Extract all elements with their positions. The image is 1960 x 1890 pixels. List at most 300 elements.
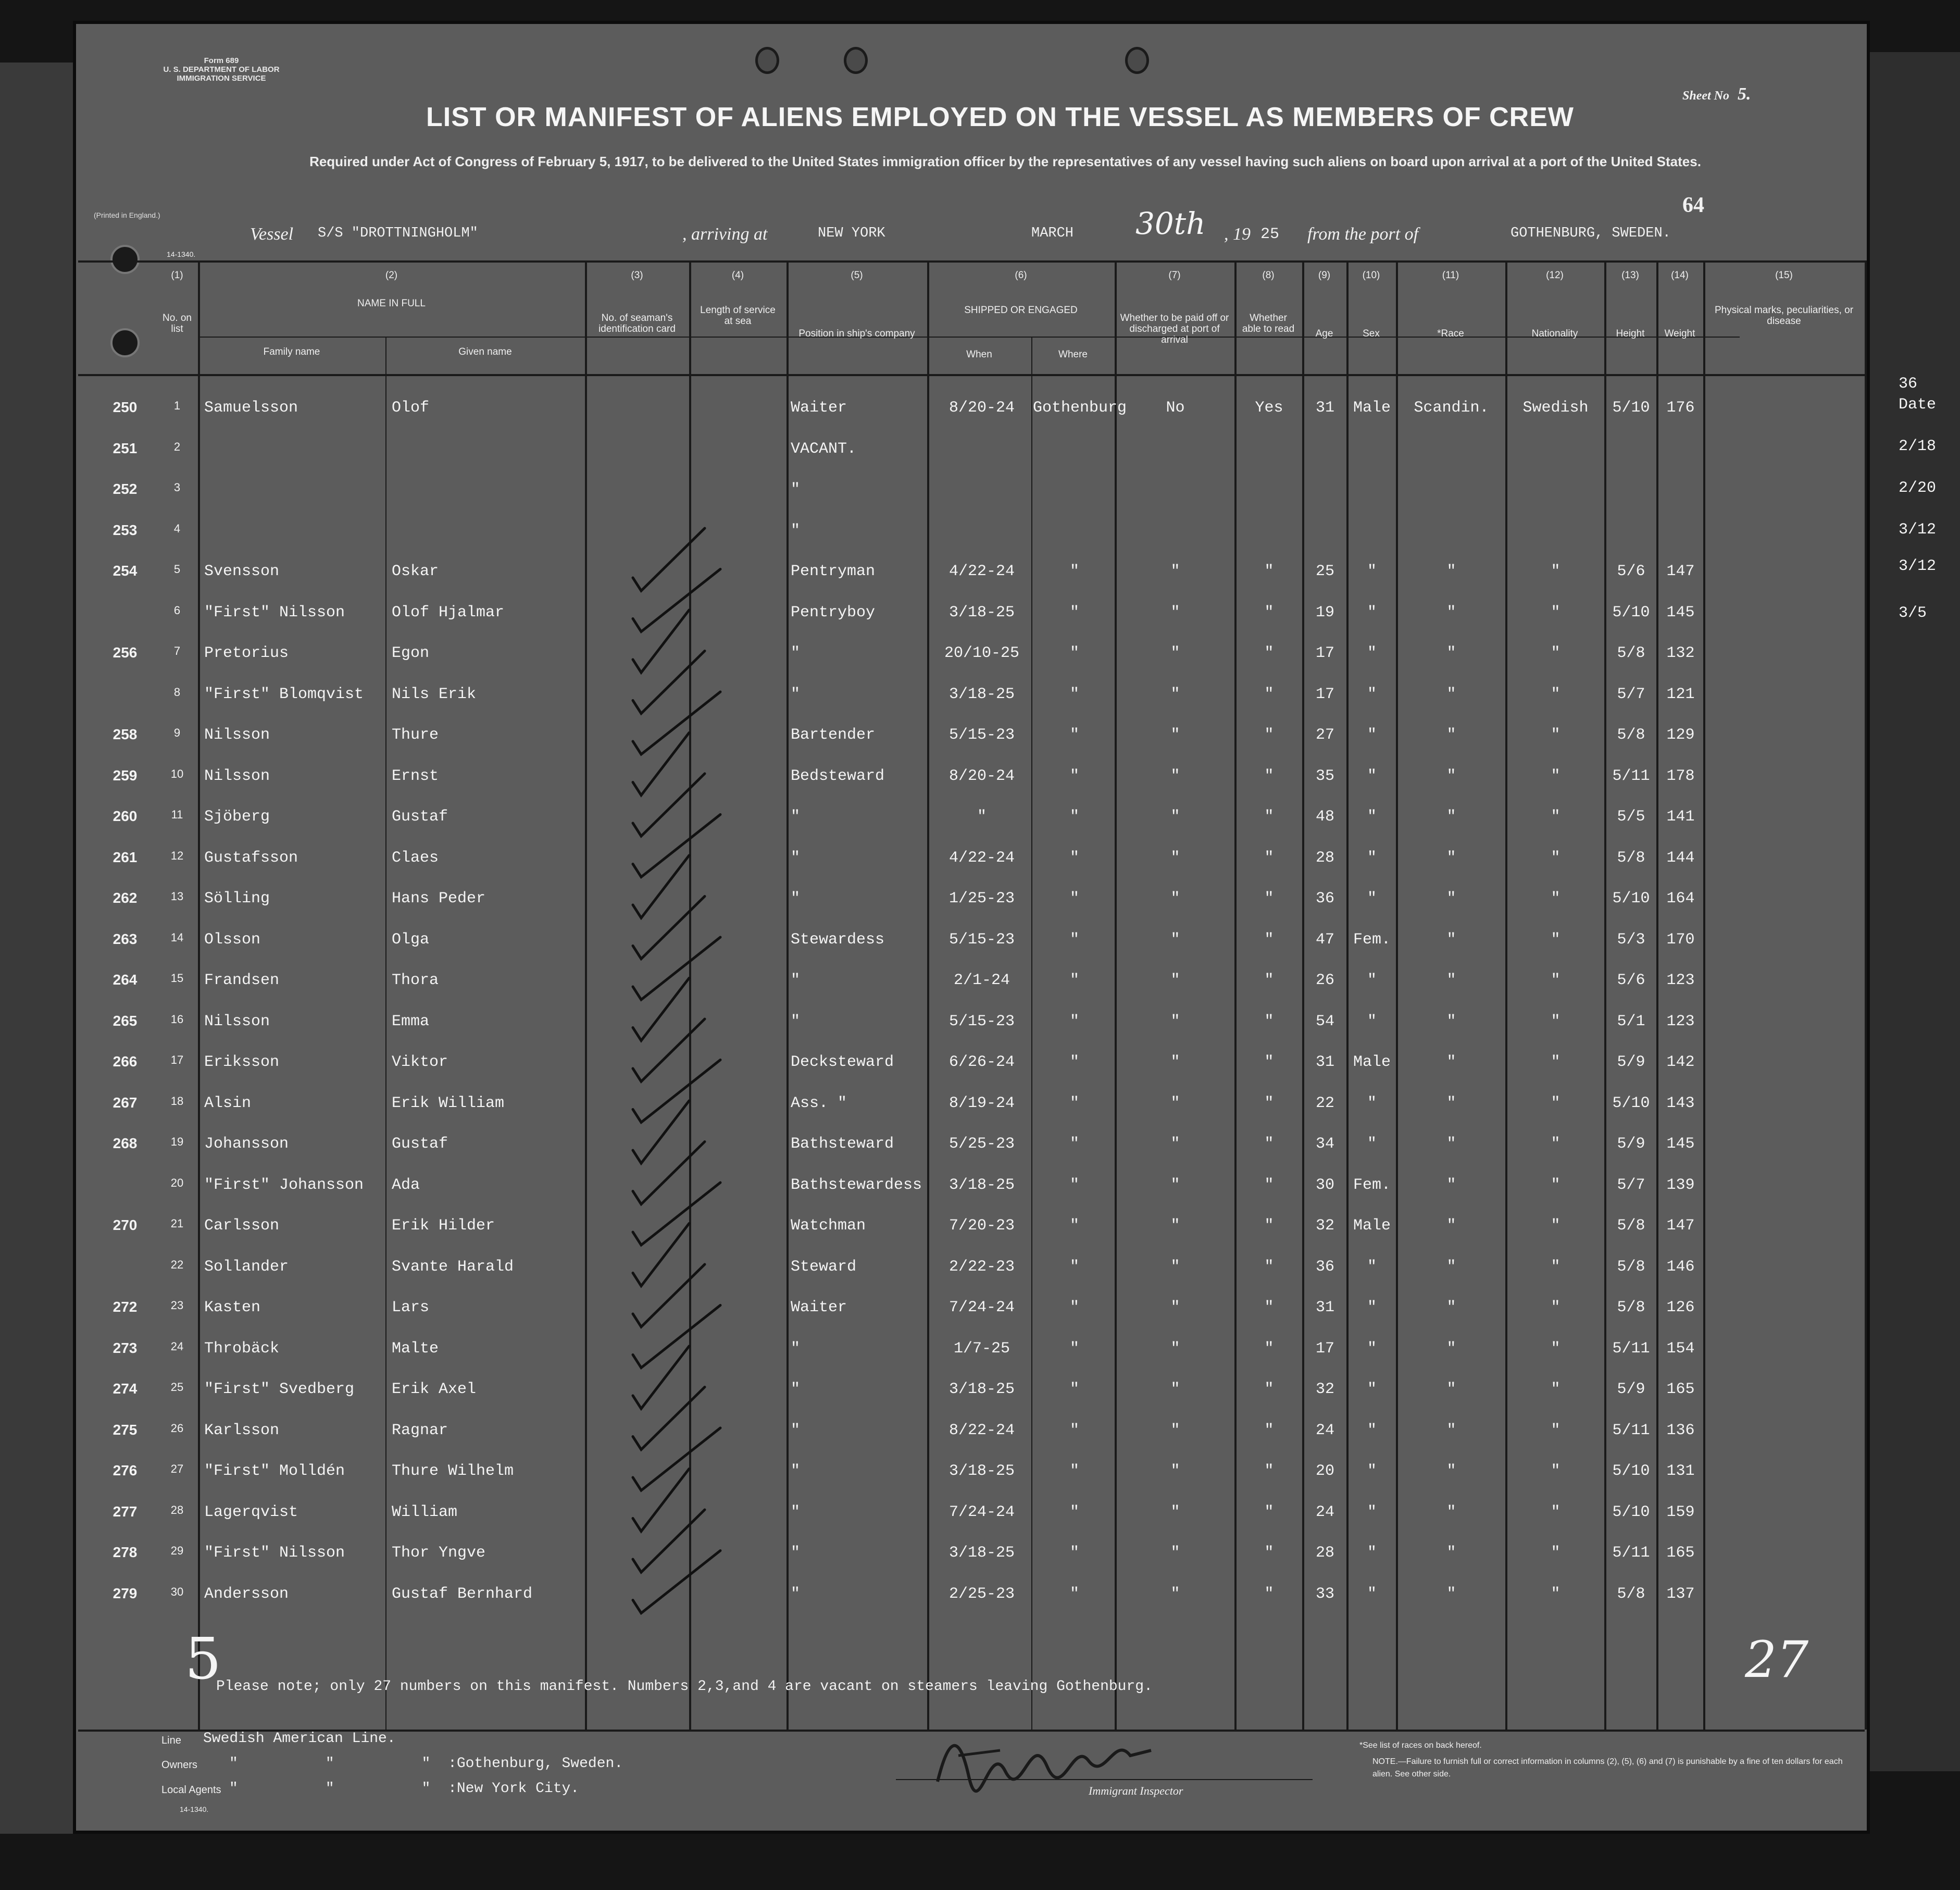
shipped-where-cell: " (1069, 1503, 1079, 1521)
right-margin-date: 2/20 (1899, 479, 1937, 497)
able-read-cell: " (1264, 1544, 1274, 1562)
shipped-when-cell: 20/10-25 (944, 644, 1020, 662)
able-read-cell: " (1264, 1503, 1274, 1521)
manifest-note: Please note; only 27 numbers on this manifest. Numbers 2,3,and 4 are vacant on steamers leaving Gothenburg. (216, 1678, 1153, 1695)
shipped-when-cell: 3/18-25 (948, 1381, 1015, 1398)
sex-cell: " (1367, 603, 1377, 621)
height-cell: 5/10 (1612, 1462, 1650, 1480)
sheet-label: Sheet No (1682, 89, 1729, 103)
list-number-cell: 21 (170, 1217, 184, 1230)
column-number: (12) (1546, 270, 1564, 281)
shipped-when-cell: 4/22-24 (948, 563, 1015, 580)
sex-cell: " (1367, 644, 1377, 662)
checkmark (633, 937, 720, 1000)
able-read-cell: " (1264, 1176, 1274, 1194)
shipped-when-cell: 8/22-24 (948, 1421, 1015, 1439)
ref-number-cell: 275 (113, 1421, 138, 1438)
age-cell: 54 (1315, 1012, 1334, 1030)
nationality-cell: " (1551, 890, 1560, 907)
ref-number-cell: 274 (113, 1381, 138, 1397)
height-cell: 5/7 (1617, 1176, 1645, 1194)
weight-cell: 136 (1666, 1421, 1695, 1439)
nationality-cell: " (1551, 1421, 1560, 1439)
checkmark (633, 1224, 689, 1286)
from-label: from the port of (1307, 225, 1419, 244)
weight-cell: 165 (1666, 1544, 1695, 1562)
weight-cell: 165 (1666, 1381, 1695, 1398)
paid-off-cell: " (1170, 890, 1180, 907)
list-number-cell: 25 (170, 1381, 184, 1394)
sex-cell: " (1367, 972, 1377, 989)
footer-agents-value: " " " :New York City. (229, 1781, 580, 1797)
list-number-cell: 1 (173, 399, 181, 412)
arrival-day: 30th (1135, 206, 1206, 241)
age-cell: 25 (1315, 563, 1334, 580)
column-header-race: *Race (1437, 328, 1464, 339)
table-row (73, 968, 1865, 1010)
checkmark (633, 569, 720, 632)
right-margin-dates (1888, 365, 1951, 656)
race-cell: " (1446, 1339, 1456, 1358)
age-cell: 24 (1315, 1503, 1334, 1521)
vessel-name: S/S "DROTTNINGHOLM" (318, 226, 478, 241)
race-cell: " (1446, 603, 1456, 621)
family-name-cell: Svensson (204, 563, 280, 580)
right-margin-header-label: Date (1899, 396, 1937, 414)
shipped-when-cell: 8/20-24 (948, 767, 1015, 785)
column-header-weight: Weight (1664, 328, 1695, 339)
sex-cell: " (1367, 1544, 1377, 1562)
able-read-cell: " (1264, 1258, 1274, 1276)
paid-off-cell: " (1170, 603, 1180, 621)
sex-cell: " (1367, 726, 1377, 744)
list-number-cell: 19 (170, 1135, 184, 1148)
ref-number-cell: 263 (113, 930, 138, 947)
sex-cell: Fem. (1353, 930, 1391, 949)
height-cell: 5/8 (1617, 1217, 1645, 1235)
shipped-when-cell: 3/18-25 (948, 1462, 1015, 1480)
shipped-when-cell: 2/25-23 (948, 1585, 1015, 1603)
weight-cell: 146 (1666, 1258, 1695, 1276)
shipped-where-cell: " (1069, 1053, 1079, 1071)
height-cell: 5/11 (1612, 1544, 1650, 1562)
family-name-cell: Alsin (204, 1094, 252, 1112)
ref-number-cell: 268 (113, 1135, 138, 1151)
list-number-cell: 27 (170, 1462, 184, 1475)
shipped-where-cell: " (1069, 930, 1079, 949)
race-cell: " (1446, 1012, 1456, 1030)
race-cell: " (1446, 808, 1456, 826)
list-number-cell: 15 (170, 972, 184, 985)
footer-owners-value: " " " :Gothenburg, Sweden. (229, 1756, 623, 1772)
sex-cell: " (1367, 808, 1377, 826)
given-name-cell: Erik William (392, 1094, 505, 1112)
checkmark (633, 1551, 720, 1613)
shipped-when-cell: 5/15-23 (948, 1012, 1015, 1030)
ref-number-cell: 259 (113, 767, 138, 784)
checkmark (633, 1183, 720, 1245)
family-name-cell: Throbäck (204, 1339, 280, 1358)
binder-hole (844, 47, 868, 74)
height-cell: 5/9 (1617, 1053, 1645, 1071)
binder-hole (1125, 47, 1149, 74)
shipped-where-cell: " (1069, 726, 1079, 744)
nationality-cell: " (1551, 1503, 1560, 1521)
checkmark (633, 1101, 689, 1163)
position-cell: " (791, 1381, 801, 1398)
ref-number-cell: 250 (113, 399, 138, 415)
position-cell: Stewardess (791, 930, 885, 949)
age-cell: 31 (1315, 1299, 1334, 1316)
table-top-border (78, 260, 1865, 263)
race-cell: " (1446, 685, 1456, 703)
sex-cell: " (1367, 563, 1377, 580)
checkmark (633, 1510, 705, 1572)
paid-off-cell: " (1170, 1544, 1180, 1562)
shipped-when-cell: 8/20-24 (948, 399, 1015, 417)
family-name-cell: Nilsson (204, 726, 270, 744)
column-header-when: When (966, 349, 992, 360)
given-name-cell: Thora (392, 972, 439, 989)
handwritten-five: 5 (185, 1625, 221, 1692)
shipped-when-cell: 7/24-24 (948, 1299, 1015, 1316)
given-name-cell: William (392, 1503, 458, 1521)
able-read-cell: " (1264, 1053, 1274, 1071)
column-header-sex: Sex (1363, 328, 1380, 339)
age-cell: 28 (1315, 849, 1334, 867)
form-id-block (135, 56, 307, 83)
given-name-cell: Thure (392, 726, 439, 744)
height-cell: 5/7 (1617, 685, 1645, 703)
shipped-when-cell: 8/19-24 (948, 1094, 1015, 1112)
vessel-line (250, 206, 1813, 253)
list-number-cell: 12 (170, 849, 184, 862)
ref-number-cell: 277 (113, 1503, 138, 1520)
age-cell: 17 (1315, 685, 1334, 703)
height-cell: 5/8 (1617, 1585, 1645, 1603)
table-row (73, 1214, 1865, 1255)
given-name-cell: Ada (392, 1176, 420, 1194)
family-name-cell: "First" Johansson (204, 1176, 364, 1194)
shipped-where-cell: " (1069, 563, 1079, 580)
age-cell: 35 (1315, 767, 1334, 785)
ref-number-cell: 273 (113, 1339, 138, 1356)
table-row (73, 1091, 1865, 1133)
table-row (73, 723, 1865, 764)
checkmark (633, 1387, 705, 1450)
position-cell: Steward (791, 1258, 857, 1276)
position-cell: Decksteward (791, 1053, 894, 1071)
position-cell: " (791, 685, 801, 703)
ref-number-cell: 267 (113, 1094, 138, 1111)
shipped-when-cell: 6/26-24 (948, 1053, 1015, 1071)
position-cell: " (791, 972, 801, 989)
race-cell: " (1446, 767, 1456, 785)
position-cell: " (791, 890, 801, 907)
list-number-cell: 30 (170, 1585, 184, 1598)
position-cell: " (791, 644, 801, 662)
table-row (73, 1132, 1865, 1173)
weight-cell: 132 (1666, 644, 1695, 662)
height-cell: 5/3 (1617, 930, 1645, 949)
paid-off-cell: " (1170, 726, 1180, 744)
paid-off-cell: " (1170, 563, 1180, 580)
weight-cell: 121 (1666, 685, 1695, 703)
age-cell: 32 (1315, 1217, 1334, 1235)
shipped-where-cell: " (1069, 808, 1079, 826)
given-name-cell: Gustaf (392, 808, 448, 826)
weight-cell: 145 (1666, 1135, 1695, 1153)
paid-off-cell: " (1170, 1135, 1180, 1153)
height-cell: 5/1 (1617, 1012, 1645, 1030)
height-cell: 5/8 (1617, 849, 1645, 867)
nationality-cell: " (1551, 644, 1560, 662)
table-row (73, 1050, 1865, 1091)
column-number: (13) (1621, 270, 1639, 281)
column-header-id-card: No. of seaman's identification card (598, 313, 676, 334)
age-cell: 19 (1315, 603, 1334, 621)
family-name-cell: Lagerqvist (204, 1503, 298, 1521)
list-number-cell: 16 (170, 1012, 184, 1026)
printed-note: (Printed in England.) (94, 211, 160, 219)
list-number-cell: 9 (173, 726, 181, 739)
ref-number-cell: 266 (113, 1053, 138, 1070)
shipped-when-cell: 3/18-25 (948, 1544, 1015, 1562)
able-read-cell: " (1264, 1381, 1274, 1398)
position-cell: Pentryboy (791, 603, 876, 621)
header-bottom-border (78, 374, 1865, 376)
able-read-cell: " (1264, 849, 1274, 867)
shipped-when-cell: 2/22-23 (948, 1258, 1015, 1276)
family-name-cell: Carlsson (204, 1217, 280, 1235)
given-name-cell: Nils Erik (392, 685, 477, 703)
height-cell: 5/6 (1617, 563, 1645, 580)
checkmark (633, 1469, 689, 1532)
column-header-nationality: Nationality (1531, 328, 1578, 339)
age-cell: 32 (1315, 1381, 1334, 1398)
shipped-where-cell: Gothenburg (1033, 399, 1127, 417)
shipped-when-cell: 3/18-25 (948, 1176, 1015, 1194)
position-cell: " (791, 808, 801, 826)
weight-cell: 147 (1666, 563, 1695, 580)
id-card-checkmarks (585, 374, 793, 1729)
age-cell: 33 (1315, 1585, 1334, 1603)
family-name-cell: Eriksson (204, 1053, 280, 1071)
year-suffix: 25 (1260, 226, 1280, 243)
column-header-age: Age (1315, 328, 1333, 339)
paid-off-cell: " (1170, 1299, 1180, 1316)
position-cell: Waiter (791, 399, 847, 417)
table-row (73, 928, 1865, 969)
paid-off-cell: " (1170, 685, 1180, 703)
table-row (73, 437, 1865, 478)
checkmark (633, 855, 689, 918)
list-number-cell: 10 (170, 767, 184, 780)
family-name-cell: "First" Blomqvist (204, 685, 364, 703)
service-name: IMMIGRATION SERVICE (177, 74, 266, 83)
nationality-cell: " (1551, 1176, 1560, 1194)
ref-number-cell: 264 (113, 972, 138, 988)
shipped-where-cell: " (1069, 1339, 1079, 1358)
list-number-cell: 20 (170, 1176, 184, 1189)
shipped-where-cell: " (1069, 972, 1079, 989)
arrival-month: MARCH (1031, 226, 1074, 241)
able-read-cell: " (1264, 930, 1274, 949)
race-cell: " (1446, 1299, 1456, 1316)
family-name-cell: Johansson (204, 1135, 289, 1153)
nationality-cell: " (1551, 1462, 1560, 1480)
paid-off-cell: " (1170, 767, 1180, 785)
height-cell: 5/8 (1617, 1258, 1645, 1276)
height-cell: 5/5 (1617, 808, 1645, 826)
height-cell: 5/11 (1612, 1421, 1650, 1439)
weight-cell: 142 (1666, 1053, 1695, 1071)
weight-cell: 144 (1666, 849, 1695, 867)
ref-number-cell: 276 (113, 1462, 138, 1478)
race-cell: " (1446, 1585, 1456, 1603)
given-name-cell: Oskar (392, 563, 439, 580)
list-number-cell: 3 (173, 481, 181, 494)
paid-off-cell: " (1170, 1421, 1180, 1439)
year-prefix: , 19 (1224, 225, 1251, 244)
given-name-cell: Gustaf (392, 1135, 448, 1153)
arriving-label: , arriving at (682, 225, 768, 244)
list-number-cell: 13 (170, 890, 184, 903)
family-name-cell: Nilsson (204, 767, 270, 785)
race-cell: " (1446, 563, 1456, 580)
department-name: U. S. DEPARTMENT OF LABOR (163, 65, 280, 74)
binder-hole (755, 47, 779, 74)
column-number: (15) (1775, 270, 1793, 281)
age-cell: 31 (1315, 399, 1334, 417)
column-number: (9) (1318, 270, 1331, 281)
position-cell: " (791, 1462, 801, 1480)
sex-cell: Male (1353, 1053, 1391, 1071)
given-name-cell: Hans Peder (392, 890, 486, 907)
able-read-cell: " (1264, 1094, 1274, 1112)
family-name-cell: Olsson (204, 930, 261, 949)
shipped-where-cell: " (1069, 849, 1079, 867)
height-cell: 5/8 (1617, 726, 1645, 744)
able-read-cell: " (1264, 1339, 1274, 1358)
paid-off-cell: " (1170, 1094, 1180, 1112)
shipped-when-cell: 7/24-24 (948, 1503, 1015, 1521)
sheet-number: 5. (1738, 84, 1751, 104)
right-margin-header-num: 36 (1899, 375, 1918, 393)
checkmark (633, 1142, 705, 1204)
table-row (73, 1541, 1865, 1582)
height-cell: 5/11 (1612, 1339, 1650, 1358)
position-cell: " (791, 1012, 801, 1030)
weight-cell: 154 (1666, 1339, 1695, 1358)
shipped-when-cell: 3/18-25 (948, 685, 1015, 703)
checkmark (633, 815, 720, 877)
checkmark (633, 1428, 720, 1490)
list-number-cell: 14 (170, 930, 184, 944)
shipped-where-cell: " (1069, 1381, 1079, 1398)
table-row (73, 1419, 1865, 1460)
column-header-where: Where (1058, 349, 1088, 360)
list-number-cell: 26 (170, 1421, 184, 1435)
nationality-cell: " (1551, 1299, 1560, 1316)
position-cell: " (791, 1421, 801, 1439)
paid-off-cell: " (1170, 1339, 1180, 1358)
nationality-cell: " (1551, 1012, 1560, 1030)
ref-number-cell: 270 (113, 1217, 138, 1233)
column-header-paid-off: Whether to be paid off or discharged at port of arrival (1120, 313, 1229, 345)
penalty-note: NOTE.—Failure to furnish full or correct information in columns (2), (5), (6) and (7) is punishable by a fine of ten dollars for each alien. See other side. (1372, 1757, 1843, 1779)
able-read-cell: " (1264, 972, 1274, 989)
sex-cell: " (1367, 1585, 1377, 1603)
shipped-where-cell: " (1069, 1094, 1079, 1112)
paid-off-cell: " (1170, 972, 1180, 989)
shipped-when-cell: 5/15-23 (948, 726, 1015, 744)
height-cell: 5/8 (1617, 1299, 1645, 1316)
race-cell: " (1446, 726, 1456, 744)
vessel-label: Vessel (250, 225, 294, 244)
sex-cell: " (1367, 685, 1377, 703)
position-cell: " (791, 481, 801, 499)
weight-cell: 178 (1666, 767, 1695, 785)
nationality-cell: " (1551, 603, 1560, 621)
age-cell: 31 (1315, 1053, 1334, 1071)
checkmark (633, 897, 705, 959)
family-name-cell: "First" Svedberg (204, 1381, 355, 1398)
age-cell: 17 (1315, 644, 1334, 662)
weight-cell: 131 (1666, 1462, 1695, 1480)
column-divider (1865, 260, 1867, 1730)
table-row (73, 1255, 1865, 1296)
family-name-cell: "First" Molldén (204, 1462, 345, 1480)
column-number: (7) (1168, 270, 1181, 281)
table-row (73, 1459, 1865, 1500)
paid-off-cell: " (1170, 1053, 1180, 1071)
footer-line-value: Swedish American Line. (203, 1731, 396, 1747)
able-read-cell: " (1264, 1299, 1274, 1316)
paid-off-cell: " (1170, 1012, 1180, 1030)
position-cell: " (791, 1503, 801, 1521)
given-name-cell: Erik Axel (392, 1381, 477, 1398)
shipped-when-cell: " (977, 808, 987, 826)
race-cell: Scandin. (1414, 399, 1489, 417)
age-cell: 47 (1315, 930, 1334, 949)
right-margin-date: 2/18 (1899, 438, 1937, 455)
column-header-able-read: Whether able to read (1242, 313, 1295, 334)
table-row (73, 478, 1865, 519)
list-number-cell: 29 (170, 1544, 184, 1557)
weight-cell: 159 (1666, 1503, 1695, 1521)
shipped-when-cell: 2/1-24 (953, 972, 1010, 989)
ref-number-cell: 260 (113, 808, 138, 824)
table-row (73, 559, 1865, 601)
shipped-where-cell: " (1069, 1462, 1079, 1480)
paid-off-cell: " (1170, 808, 1180, 826)
column-header-height: Height (1616, 328, 1645, 339)
sex-cell: " (1367, 1381, 1377, 1398)
position-cell: Watchman (791, 1217, 866, 1235)
shipped-where-cell: " (1069, 767, 1079, 785)
shipped-where-cell: " (1069, 1585, 1079, 1603)
left-adjacent-page (0, 63, 73, 1834)
age-cell: 17 (1315, 1339, 1334, 1358)
sex-cell: " (1367, 1094, 1377, 1112)
age-cell: 30 (1315, 1176, 1334, 1194)
paid-off-cell: " (1170, 930, 1180, 949)
position-cell: " (791, 849, 801, 867)
table-row (73, 396, 1865, 437)
shipped-where-cell: " (1069, 1012, 1079, 1030)
ref-number-cell: 251 (113, 440, 138, 456)
